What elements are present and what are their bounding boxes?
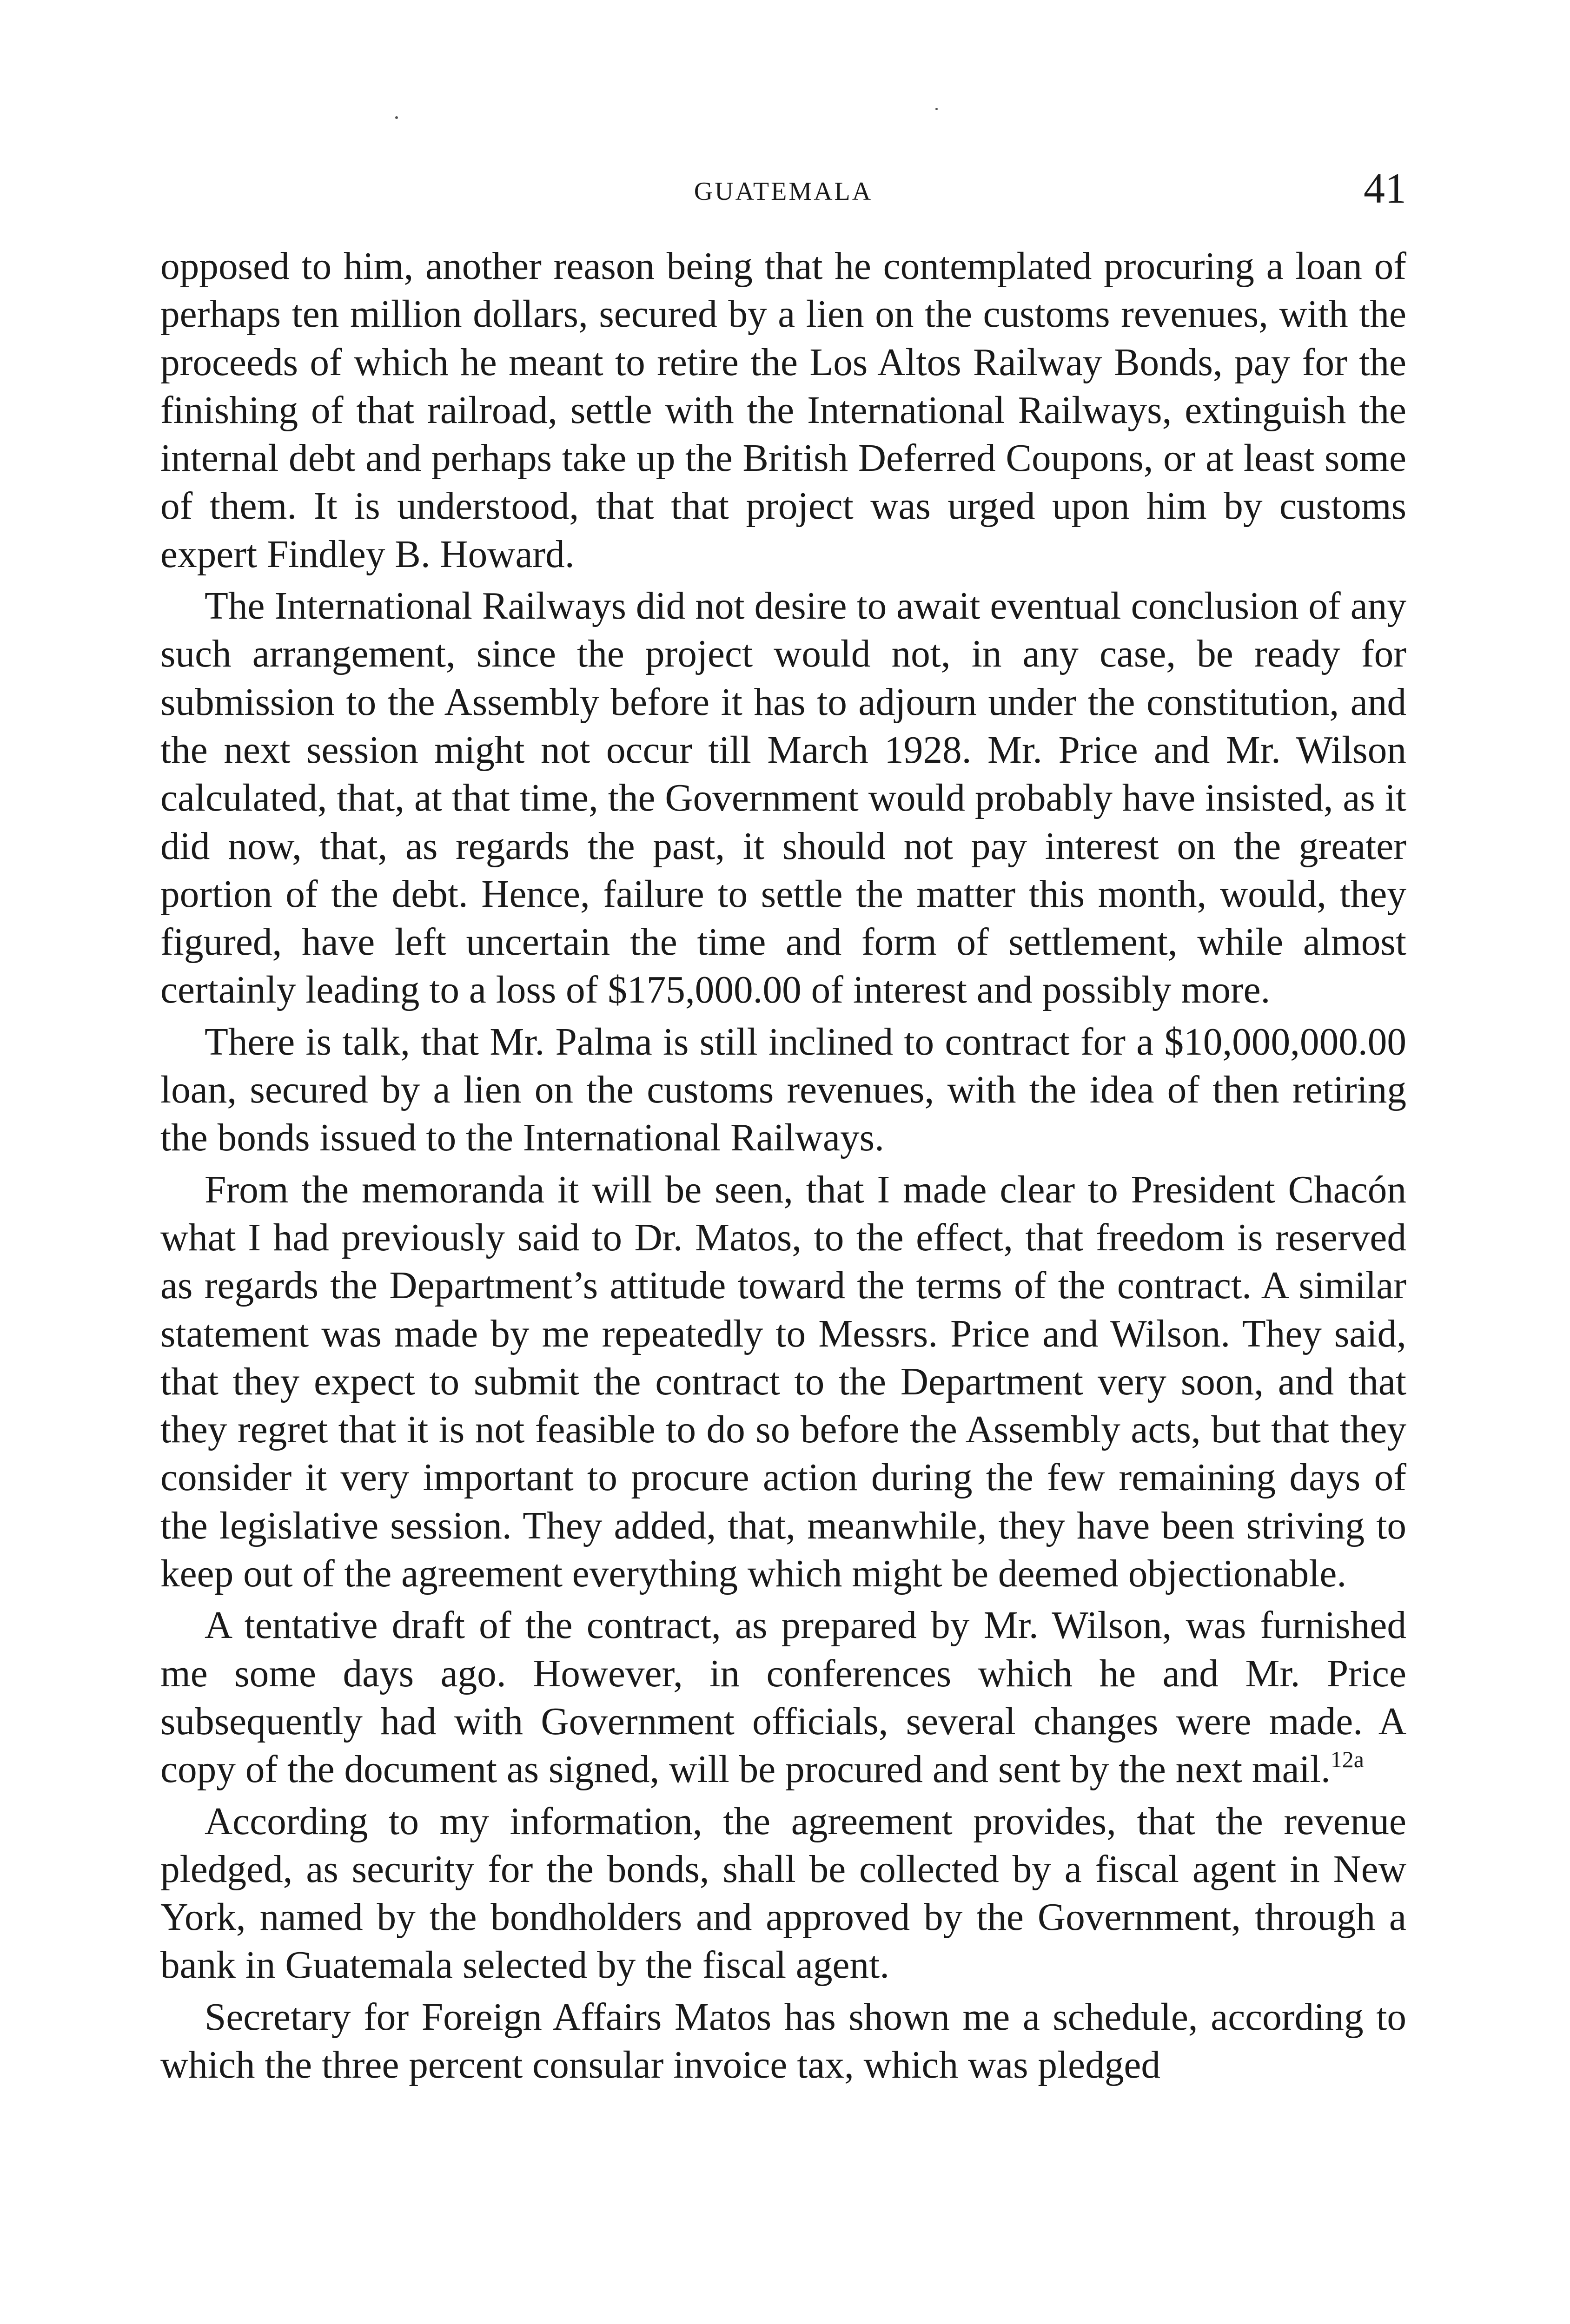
paragraph — [160, 1994, 1406, 2090]
footnote-reference[interactable]: 12a — [1330, 1746, 1364, 1773]
paragraph — [160, 582, 1406, 1015]
paragraph-text: According to my information, the agreement provides, that the revenue pledged, as security for the bonds, shall be collected by a fiscal agent in New York, named by the bondholders and approved by the Government, through a bank in Guatemala selected by the fiscal agent. — [160, 1800, 1406, 1987]
paragraph — [160, 1602, 1406, 1794]
paragraph — [160, 243, 1406, 579]
scan-speck — [395, 116, 398, 119]
paragraph-text: opposed to him, another reason being that he contemplated procuring a loan of perhaps ten million dollars, secured by a lien on the customs revenues, with the proceeds of which he meant to retire the Los Altos Railway Bonds, pay for the finishing of that railroad, settle with the International Railways, extinguish the internal debt and perhaps take up the British Deferred Coupons, or at least some of them. It is understood, that that project was urged upon him by customs expert Findley B. Howard. — [160, 245, 1406, 576]
paragraph-text: There is talk, that Mr. Palma is still inclined to contract for a $10,000,000.00 loan, secured by a lien on the customs revenues, with the idea of then retiring the bonds issued to the International Railways. — [160, 1020, 1406, 1160]
page-number: 41 — [1364, 165, 1406, 212]
paragraph — [160, 1166, 1406, 1598]
paragraph-text: A tentative draft of the contract, as prepared by Mr. Wilson, was furnished me some days ago. However, in conferences which he and Mr. Price subsequently had with Government officials, several changes were made. A copy of the document as signed, will be procured and sent by the next mail. — [160, 1604, 1406, 1791]
running-title: GUATEMALA — [694, 177, 873, 206]
paragraph — [160, 1798, 1406, 1990]
paragraph-text: The International Railways did not desire to await eventual conclusion of any such arrangement, since the project would not, in any case, be ready for submission to the Assembly before it has to adjourn under the constitution, and the next session might not occur till March 1928. Mr. Price and Mr. Wilson calculated, that, at that time, the Government would probably have insisted, as it did now, that, as regards the past, it should not pay interest on the greater portion of the debt. Hence, failure to settle the matter this month, would, they figured, have left uncertain the time and form of settlement, while almost certainly leading to a loss of $175,000.00 of interest and possibly more. — [160, 585, 1406, 1012]
scan-speck — [935, 108, 938, 110]
paragraph — [160, 1018, 1406, 1162]
body-text — [160, 243, 1406, 2089]
running-header — [160, 165, 1406, 211]
paragraph-text: Secretary for Foreign Affairs Matos has shown me a schedule, according to which the three percent consular invoice tax, which was pledged — [160, 1995, 1406, 2086]
paragraph-text: From the memoranda it will be seen, that I made clear to President Chacón what I had previously said to Dr. Matos, to the effect, that freedom is reserved as regards the Department’s attitude toward the terms of the contract. A similar statement was made by me repeatedly to Messrs. Price and Wilson. They said, that they expect to submit the contract to the Department very soon, and that they regret that it is not feasible to do so before the Assembly acts, but that they consider it very important to procure action during the few remaining days of the legislative session. They added, that, meanwhile, they have been striving to keep out of the agreement everything which might be deemed objectionable. — [160, 1168, 1406, 1596]
